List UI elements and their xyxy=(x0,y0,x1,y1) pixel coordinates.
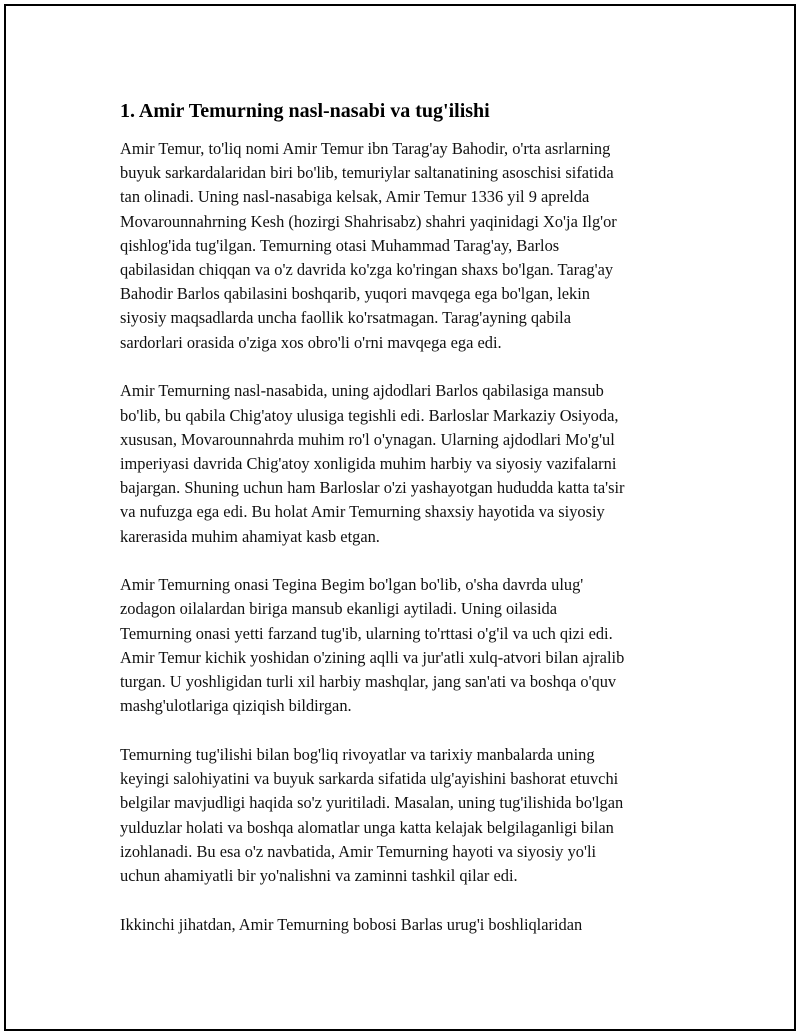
text-line: bajargan. Shuning uchun ham Barloslar o'zi yashayotgan hududda katta ta'sir xyxy=(120,478,625,498)
text-line: tan olinadi. Uning nasl-nasabiga kelsak, Amir Temur 1336 yil 9 aprelda xyxy=(120,187,590,207)
section-heading: 1. Amir Temurning nasl-nasabi va tug'ilishi xyxy=(120,100,490,122)
text-line: va nufuzga ega edi. Bu holat Amir Temurning shaxsiy hayotida va siyosiy xyxy=(120,502,605,522)
text-line: Ikkinchi jihatdan, Amir Temurning bobosi Barlas urug'i boshliqlaridan xyxy=(120,914,583,934)
text-line: karerasida muhim ahamiyat kasb etgan. xyxy=(120,526,380,546)
text-line: qabilasidan chiqqan va o'z davrida ko'zga ko'ringan shaxs bo'lgan. Tarag'ay xyxy=(120,260,614,280)
text-line: sardorlari orasida o'ziga xos obro'li o'rni mavqega ega edi. xyxy=(120,332,502,352)
paragraph-4 xyxy=(120,743,704,888)
text-line: mashg'ulotlariga qiziqish bildirgan. xyxy=(120,696,352,716)
document-body xyxy=(120,97,704,961)
text-line: Temurning tug'ilishi bilan bog'liq rivoyatlar va tarixiy manbalarda uning xyxy=(120,744,595,764)
paragraph-1 xyxy=(120,137,704,355)
text-line: siyosiy maqsadlarda uncha faollik ko'rsatmagan. Tarag'ayning qabila xyxy=(120,308,571,328)
text-line: zodagon oilalardan biriga mansub ekanligi aytiladi. Uning oilasida xyxy=(120,599,557,619)
text-line: yulduzlar holati va boshqa alomatlar unga katta kelajak belgilaganligi bilan xyxy=(120,817,614,837)
text-line: xususan, Movarounnahrda muhim ro'l o'ynagan. Ularning ajdodlari Mo'g'ul xyxy=(120,429,615,449)
text-line: belgilar mavjudligi haqida so'z yuritiladi. Masalan, uning tug'ilishida bo'lgan xyxy=(120,793,624,813)
text-line: Amir Temur, to'liq nomi Amir Temur ibn Tarag'ay Bahodir, o'rta asrlarning xyxy=(120,139,611,158)
text-line: Amir Temurning onasi Tegina Begim bo'lgan bo'lib, o'sha davrda ulug' xyxy=(120,575,584,595)
paragraph-5 xyxy=(120,913,704,937)
text-line: qishlog'ida tug'ilgan. Temurning otasi Muhammad Tarag'ay, Barlos xyxy=(120,235,560,255)
text-line: Temurning onasi yetti farzand tug'ib, ularning to'rttasi o'g'il va uch qizi edi. xyxy=(120,623,613,643)
text-line: Bahodir Barlos qabilasini boshqarib, yuqori mavqega ega bo'lgan, lekin xyxy=(120,284,590,304)
text-line: uchun ahamiyatli bir yo'nalishni va zaminni tashkil qilar edi. xyxy=(120,865,518,885)
text-line: keyingi salohiyatini va buyuk sarkarda sifatida ulg'ayishini bashorat etuvchi xyxy=(120,769,619,789)
text-line: bo'lib, bu qabila Chig'atoy ulusiga tegishli edi. Barloslar Markaziy Osiyoda, xyxy=(120,405,619,425)
text-line: Movarounnahrning Kesh (hozirgi Shahrisabz) shahri yaqinidagi Xo'ja Ilg'or xyxy=(120,211,617,231)
text-line: Amir Temur kichik yoshidan o'zining aqlli va jur'atli xulq-atvori bilan ajralib xyxy=(120,647,625,667)
paragraph-3 xyxy=(120,573,704,718)
text-line: buyuk sarkardalaridan biri bo'lib, temuriylar saltanatining asoschisi sifatida xyxy=(120,163,614,183)
page-frame xyxy=(4,4,796,1031)
text-line: Amir Temurning nasl-nasabida, uning ajdodlari Barlos qabilasiga mansub xyxy=(120,381,604,401)
text-line: imperiyasi davrida Chig'atoy xonligida muhim harbiy va siyosiy vazifalarni xyxy=(120,453,617,473)
text-line: izohlanadi. Bu esa o'z navbatida, Amir Temurning hayoti va siyosiy yo'li xyxy=(120,841,597,861)
paragraph-2 xyxy=(120,379,704,548)
text-line: turgan. U yoshligidan turli xil harbiy mashqlar, jang san'ati va boshqa o'quv xyxy=(120,672,617,692)
